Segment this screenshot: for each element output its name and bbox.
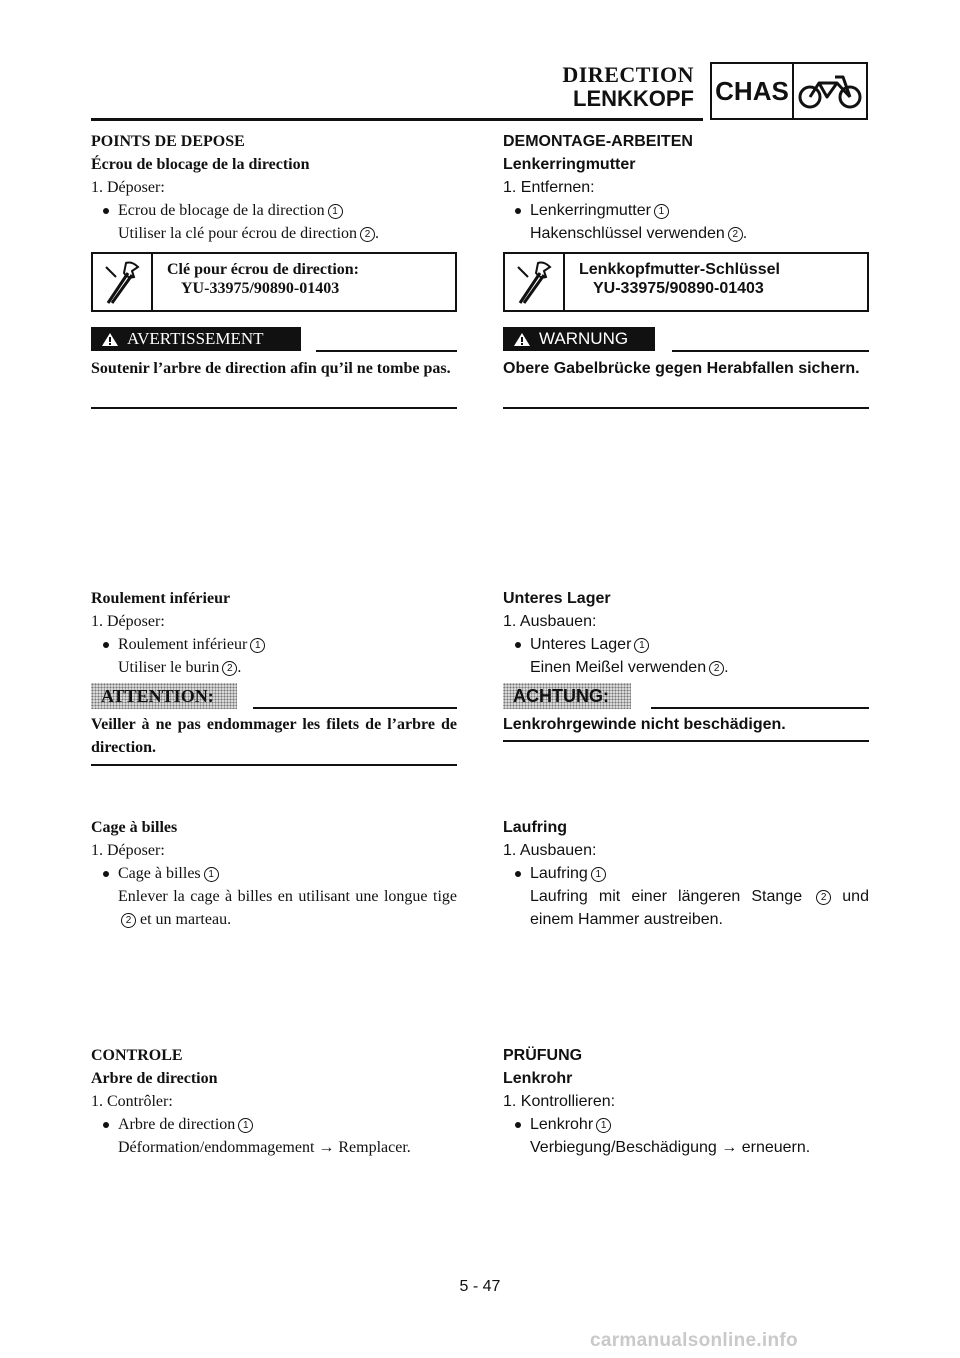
left-s2-note: Utiliser le burin 2 . <box>118 659 242 676</box>
right-s3-step: 1. Ausbauen: <box>503 842 597 859</box>
motorcycle-icon <box>794 64 866 118</box>
section-code: CHAS <box>712 64 794 118</box>
ref-2-icon: 2 <box>816 890 831 905</box>
header-title-fr: DIRECTION <box>562 62 694 87</box>
right-tool-line2: YU-33975/90890-01403 <box>593 280 764 297</box>
ref-1-icon: 1 <box>238 1118 253 1133</box>
ref-1-icon: 1 <box>591 867 606 882</box>
ref-1-icon: 1 <box>250 638 265 653</box>
right-s1-note: Hakenschlüssel verwenden 2 . <box>530 225 748 242</box>
left-tool-box <box>91 252 457 312</box>
right-s2-note: Einen Meißel verwenden 2 . <box>530 659 729 676</box>
header-title-de: LENKKOPF <box>573 86 694 111</box>
right-caution-text: Lenkrohrgewinde nicht beschädigen. <box>503 716 786 733</box>
right-s4-bullet: Lenkrohr 1 <box>503 1113 869 1136</box>
bullet-dot-icon <box>103 208 109 214</box>
left-s3-heading: Cage à billes <box>91 819 178 836</box>
left-section-inspection <box>91 1044 457 1159</box>
wrench-tool-icon <box>505 254 565 310</box>
left-s2-bullet: Roulement inférieur 1 <box>91 633 457 656</box>
left-warning-end-rule <box>91 407 457 409</box>
left-s1-note: Utiliser la clé pour écrou de direction 2 . <box>118 225 380 242</box>
bullet-dot-icon <box>515 642 521 648</box>
left-tool-line2: YU-33975/90890-01403 <box>181 280 340 297</box>
left-s3-note: Enlever la cage à billes en utilisant une longue tige 2 et un marteau. <box>118 888 457 928</box>
header-rule <box>91 118 703 121</box>
ref-2-icon: 2 <box>121 913 136 928</box>
right-s3-note: Laufring mit einer längeren Stange 2 und einem Hammer austreiben. <box>530 888 869 928</box>
ref-1-icon: 1 <box>596 1118 611 1133</box>
left-s2-step: 1. Déposer: <box>91 613 165 630</box>
right-s2-step: 1. Ausbauen: <box>503 613 597 630</box>
right-s1-bullet: Lenkerringmutter 1 <box>503 199 869 222</box>
right-warning-label: WARNUNG <box>503 327 655 351</box>
section-badge <box>710 62 868 120</box>
ref-1-icon: 1 <box>204 867 219 882</box>
left-warning-label: AVERTISSEMENT <box>91 327 301 351</box>
ref-1-icon: 1 <box>654 204 669 219</box>
right-s4-note: Verbiegung/Beschädigung → erneuern. <box>530 1139 811 1156</box>
right-s4-heading: PRÜFUNG <box>503 1047 583 1064</box>
right-caution-label: ACHTUNG: <box>503 683 631 709</box>
right-warning-rule <box>672 350 869 352</box>
ref-2-icon: 2 <box>709 661 724 676</box>
right-caution-rule <box>651 707 869 709</box>
left-caution-text: Veiller à ne pas endommager les filets de l’arbre de direction. <box>91 716 457 756</box>
left-s1-heading: POINTS DE DEPOSE <box>91 133 245 150</box>
right-section-ball-race <box>503 816 869 931</box>
right-warning-end-rule <box>503 407 869 409</box>
left-s4-subheading: Arbre de direction <box>91 1070 218 1087</box>
bullet-dot-icon <box>515 871 521 877</box>
right-section-lower-bearing <box>503 587 869 679</box>
watermark-text: carmanualsonline.info <box>590 1330 798 1351</box>
right-s3-heading: Laufring <box>503 819 567 836</box>
right-caution-end-rule <box>503 740 869 742</box>
bullet-dot-icon <box>103 871 109 877</box>
right-s2-heading: Unteres Lager <box>503 590 611 607</box>
left-warning-text: Soutenir l’arbre de direction afin qu’il ne tombe pas. <box>91 360 451 377</box>
left-section-ball-race <box>91 816 457 931</box>
right-s4-subheading: Lenkrohr <box>503 1070 573 1087</box>
ref-2-icon: 2 <box>360 227 375 242</box>
bullet-dot-icon <box>515 1122 521 1128</box>
right-s1-step: 1. Entfernen: <box>503 179 595 196</box>
right-tool-line1: Lenkkopfmutter-Schlüssel <box>579 261 780 278</box>
left-section-removal <box>91 130 457 245</box>
left-s4-heading: CONTROLE <box>91 1047 183 1064</box>
left-s3-step: 1. Déposer: <box>91 842 165 859</box>
left-tool-line1: Clé pour écrou de direction: <box>167 261 359 278</box>
bullet-dot-icon <box>103 642 109 648</box>
right-s4-step: 1. Kontrollieren: <box>503 1093 616 1110</box>
warning-triangle-icon <box>513 332 531 347</box>
left-s3-bullet: Cage à billes 1 <box>91 862 457 885</box>
bullet-dot-icon <box>103 1122 109 1128</box>
right-section-removal <box>503 130 869 245</box>
left-caution-end-rule <box>91 764 457 766</box>
left-s4-step: 1. Contrôler: <box>91 1093 173 1110</box>
left-s4-note: Déformation/endommagement → Remplacer. <box>118 1139 411 1156</box>
wrench-tool-icon <box>93 254 153 310</box>
left-s1-subheading: Écrou de blocage de la direction <box>91 156 310 173</box>
right-s2-bullet: Unteres Lager 1 <box>503 633 869 656</box>
left-caution-rule <box>253 707 457 709</box>
ref-2-icon: 2 <box>222 661 237 676</box>
ref-1-icon: 1 <box>634 638 649 653</box>
warning-triangle-icon <box>101 332 119 347</box>
right-s1-heading: DEMONTAGE-ARBEITEN <box>503 133 693 150</box>
left-s2-heading: Roulement inférieur <box>91 590 231 607</box>
left-s1-bullet: Ecrou de blocage de la direction 1 <box>91 199 457 222</box>
ref-1-icon: 1 <box>328 204 343 219</box>
right-tool-box <box>503 252 869 312</box>
right-warning-text: Obere Gabelbrücke gegen Herabfallen sichern. <box>503 360 860 377</box>
left-section-lower-bearing <box>91 587 457 679</box>
right-s1-subheading: Lenkerringmutter <box>503 156 636 173</box>
ref-2-icon: 2 <box>728 227 743 242</box>
left-warning-rule <box>316 350 457 352</box>
bullet-dot-icon <box>515 208 521 214</box>
left-s1-step: 1. Déposer: <box>91 179 165 196</box>
left-s4-bullet: Arbre de direction 1 <box>91 1113 457 1136</box>
right-s3-bullet: Laufring 1 <box>503 862 869 885</box>
left-caution-label: ATTENTION: <box>91 683 237 709</box>
page-number: 5 - 47 <box>459 1278 501 1295</box>
right-section-inspection <box>503 1044 869 1159</box>
